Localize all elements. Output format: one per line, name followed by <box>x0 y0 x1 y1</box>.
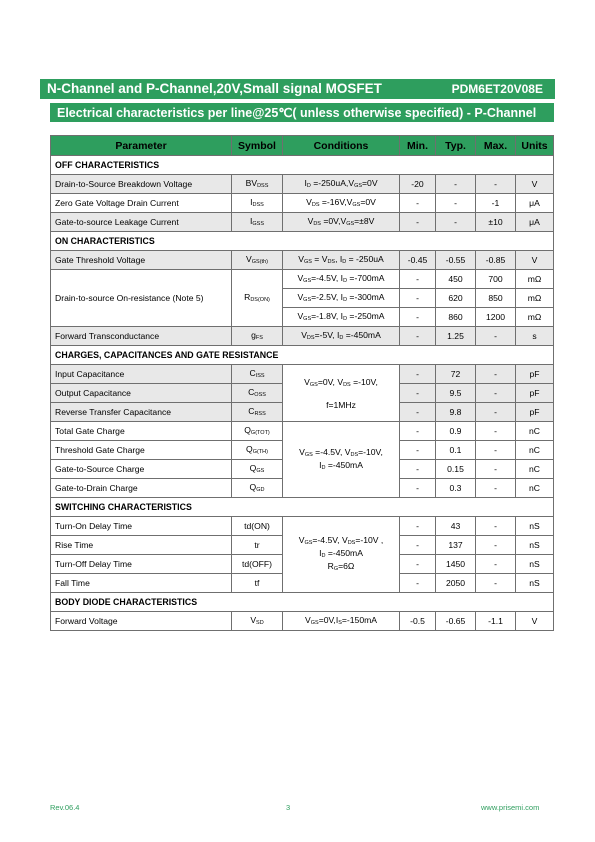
param-cell: Reverse Transfer Capacitance <box>51 403 232 422</box>
section-row-off <box>51 156 554 175</box>
symbol-cell: $V_{SD}$ <box>232 612 283 631</box>
min-cell: - <box>400 308 436 327</box>
col-header-symbol: Symbol <box>232 136 283 156</box>
col-header-conditions: Conditions <box>283 136 400 156</box>
conditions-cell: $V_{DS} =0V,V_{GS}=\pm 8V$ <box>283 213 400 232</box>
conditions-cell: $V_{DS}=-5V$, $I_D =-450mA$ <box>283 327 400 346</box>
max-cell: - <box>476 365 516 384</box>
unit-cell: nC <box>516 422 554 441</box>
typ-cell: - <box>436 175 476 194</box>
conditions-cell: $V_{GS}=-1.8V$, $I_D =-250mA$ <box>283 308 400 327</box>
param-cell: Input Capacitance <box>51 365 232 384</box>
symbol-cell: $C_{RSS}$ <box>232 403 283 422</box>
unit-cell: mΩ <box>516 308 554 327</box>
typ-cell: 1450 <box>436 555 476 574</box>
min-cell: - <box>400 289 436 308</box>
table-row <box>51 213 554 232</box>
typ-cell: 9.8 <box>436 403 476 422</box>
symbol-cell: $V_{GS(th)}$ <box>232 251 283 270</box>
symbol-cell: $BV_{DSS}$ <box>232 175 283 194</box>
section-row-charges <box>51 346 554 365</box>
min-cell: - <box>400 422 436 441</box>
param-cell: Rise Time <box>51 536 232 555</box>
param-cell: Total Gate Charge <box>51 422 232 441</box>
min-cell: -0.45 <box>400 251 436 270</box>
unit-cell: V <box>516 251 554 270</box>
unit-cell: V <box>516 612 554 631</box>
max-cell: - <box>476 441 516 460</box>
min-cell: - <box>400 365 436 384</box>
unit-cell: nC <box>516 460 554 479</box>
typ-cell: 2050 <box>436 574 476 593</box>
section-title: Electrical characteristics per line@25℃( unless otherwise specified) - P-Channel <box>57 106 537 120</box>
param-cell: Zero Gate Voltage Drain Current <box>51 194 232 213</box>
unit-cell: nS <box>516 555 554 574</box>
max-cell: - <box>476 175 516 194</box>
max-cell: 700 <box>476 270 516 289</box>
symbol-cell: $g_{FS}$ <box>232 327 283 346</box>
section-title-bar <box>50 103 554 122</box>
typ-cell: 72 <box>436 365 476 384</box>
conditions-cell: $V_{GS}=-2.5V$, $I_D =-300mA$ <box>283 289 400 308</box>
typ-cell: -0.55 <box>436 251 476 270</box>
unit-cell: nS <box>516 536 554 555</box>
symbol-cell: $Q_{G(TOT)}$ <box>232 422 283 441</box>
conditions-cell: $V_{GS} = V_{DS}$, $I_D = -250uA$ <box>283 251 400 270</box>
param-cell: Forward Voltage <box>51 612 232 631</box>
min-cell: - <box>400 194 436 213</box>
min-cell: - <box>400 403 436 422</box>
col-header-units: Units <box>516 136 554 156</box>
unit-cell: nS <box>516 517 554 536</box>
typ-cell: -0.65 <box>436 612 476 631</box>
unit-cell: pF <box>516 365 554 384</box>
symbol-cell: $I_{DSS}$ <box>232 194 283 213</box>
typ-cell: 860 <box>436 308 476 327</box>
conditions-cell: $V_{GS}=-4.5V$, $V_{DS}=-10V$ , $I_D =-450mA$ $R_G=6\Omega$ <box>283 517 400 593</box>
table-header-row <box>51 136 554 156</box>
param-cell: Gate Threshold Voltage <box>51 251 232 270</box>
param-cell: Drain-to-Source Breakdown Voltage <box>51 175 232 194</box>
typ-cell: 1.25 <box>436 327 476 346</box>
min-cell: - <box>400 574 436 593</box>
min-cell: -0.5 <box>400 612 436 631</box>
col-header-typ: Typ. <box>436 136 476 156</box>
unit-cell: V <box>516 175 554 194</box>
max-cell: - <box>476 403 516 422</box>
max-cell: 850 <box>476 289 516 308</box>
section-label: BODY DIODE CHARACTERISTICS <box>51 593 554 612</box>
max-cell: 1200 <box>476 308 516 327</box>
section-label: ON CHARACTERISTICS <box>51 232 554 251</box>
symbol-cell: $C_{OSS}$ <box>232 384 283 403</box>
max-cell: -0.85 <box>476 251 516 270</box>
typ-cell: 450 <box>436 270 476 289</box>
typ-cell: - <box>436 194 476 213</box>
table-row <box>51 175 554 194</box>
param-cell: Threshold Gate Charge <box>51 441 232 460</box>
unit-cell: nC <box>516 479 554 498</box>
min-cell: - <box>400 327 436 346</box>
typ-cell: 0.15 <box>436 460 476 479</box>
param-cell: Gate-to-source Leakage Current <box>51 213 232 232</box>
table-row <box>51 327 554 346</box>
electrical-characteristics-table <box>50 135 554 631</box>
min-cell: - <box>400 384 436 403</box>
section-label: OFF CHARACTERISTICS <box>51 156 554 175</box>
symbol-cell: tr <box>232 536 283 555</box>
max-cell: - <box>476 460 516 479</box>
table-row <box>51 365 554 384</box>
section-label: SWITCHING CHARACTERISTICS <box>51 498 554 517</box>
conditions-cell: $V_{GS}=-4.5V$, $I_D =-700mA$ <box>283 270 400 289</box>
section-row-on <box>51 232 554 251</box>
document-header-bar <box>40 79 555 99</box>
table-row <box>51 517 554 536</box>
footer-website-link[interactable]: www.prisemi.com <box>481 803 540 812</box>
max-cell: - <box>476 517 516 536</box>
min-cell: - <box>400 517 436 536</box>
symbol-cell: tf <box>232 574 283 593</box>
max-cell: ±10 <box>476 213 516 232</box>
table-row <box>51 194 554 213</box>
conditions-cell: $V_{GS} =-4.5V$, $V_{DS}=-10V$, $I_D =-450mA$ <box>283 422 400 498</box>
unit-cell: pF <box>516 384 554 403</box>
table-row <box>51 251 554 270</box>
unit-cell: mΩ <box>516 289 554 308</box>
symbol-cell: $Q_{GD}$ <box>232 479 283 498</box>
param-cell: Turn-On Delay Time <box>51 517 232 536</box>
symbol-cell: $I_{GSS}$ <box>232 213 283 232</box>
typ-cell: 0.3 <box>436 479 476 498</box>
typ-cell: 620 <box>436 289 476 308</box>
unit-cell: nS <box>516 574 554 593</box>
param-cell: Gate-to-Source Charge <box>51 460 232 479</box>
max-cell: - <box>476 422 516 441</box>
symbol-cell: td(ON) <box>232 517 283 536</box>
table-row <box>51 270 554 289</box>
conditions-cell: $V_{GS}=0V,I_S=-150mA$ <box>283 612 400 631</box>
col-header-min: Min. <box>400 136 436 156</box>
typ-cell: 0.1 <box>436 441 476 460</box>
typ-cell: 0.9 <box>436 422 476 441</box>
conditions-cell: $I_D =-250uA,V_{GS}=0V$ <box>283 175 400 194</box>
min-cell: - <box>400 270 436 289</box>
unit-cell: nC <box>516 441 554 460</box>
max-cell: - <box>476 479 516 498</box>
max-cell: - <box>476 574 516 593</box>
unit-cell: μA <box>516 213 554 232</box>
symbol-cell: td(OFF) <box>232 555 283 574</box>
conditions-cell: $V_{GS}=0V$, $V_{DS} =-10V$, f=1MHz <box>283 365 400 422</box>
min-cell: - <box>400 441 436 460</box>
conditions-cell: $V_{DS} =-16V,V_{GS}=0V$ <box>283 194 400 213</box>
min-cell: - <box>400 460 436 479</box>
max-cell: - <box>476 384 516 403</box>
symbol-cell: $Q_{G(TH)}$ <box>232 441 283 460</box>
min-cell: - <box>400 555 436 574</box>
unit-cell: pF <box>516 403 554 422</box>
col-header-parameter: Parameter <box>51 136 232 156</box>
part-number: PDM6ET20V08E <box>451 82 543 96</box>
section-label: CHARGES, CAPACITANCES AND GATE RESISTANCE <box>51 346 554 365</box>
unit-cell: μA <box>516 194 554 213</box>
section-row-switching <box>51 498 554 517</box>
typ-cell: 9.5 <box>436 384 476 403</box>
param-cell: Turn-Off Delay Time <box>51 555 232 574</box>
typ-cell: - <box>436 213 476 232</box>
min-cell: -20 <box>400 175 436 194</box>
max-cell: -1.1 <box>476 612 516 631</box>
symbol-cell: $Q_{GS}$ <box>232 460 283 479</box>
typ-cell: 137 <box>436 536 476 555</box>
table-row <box>51 612 554 631</box>
max-cell: - <box>476 555 516 574</box>
unit-cell: mΩ <box>516 270 554 289</box>
max-cell: - <box>476 536 516 555</box>
typ-cell: 43 <box>436 517 476 536</box>
footer-revision: Rev.06.4 <box>50 803 80 812</box>
col-header-max: Max. <box>476 136 516 156</box>
max-cell: -1 <box>476 194 516 213</box>
param-cell: Drain-to-source On-resistance (Note 5) <box>51 270 232 327</box>
section-row-diode <box>51 593 554 612</box>
param-cell: Output Capacitance <box>51 384 232 403</box>
min-cell: - <box>400 536 436 555</box>
param-cell: Fall Time <box>51 574 232 593</box>
symbol-cell: $R_{DS(ON)}$ <box>232 270 283 327</box>
table-row <box>51 422 554 441</box>
min-cell: - <box>400 213 436 232</box>
footer-page-number: 3 <box>286 803 291 812</box>
unit-cell: s <box>516 327 554 346</box>
document-title: N-Channel and P-Channel,20V,Small signal MOSFET <box>47 81 382 96</box>
param-cell: Forward Transconductance <box>51 327 232 346</box>
min-cell: - <box>400 479 436 498</box>
param-cell: Gate-to-Drain Charge <box>51 479 232 498</box>
max-cell: - <box>476 327 516 346</box>
symbol-cell: $C_{ISS}$ <box>232 365 283 384</box>
